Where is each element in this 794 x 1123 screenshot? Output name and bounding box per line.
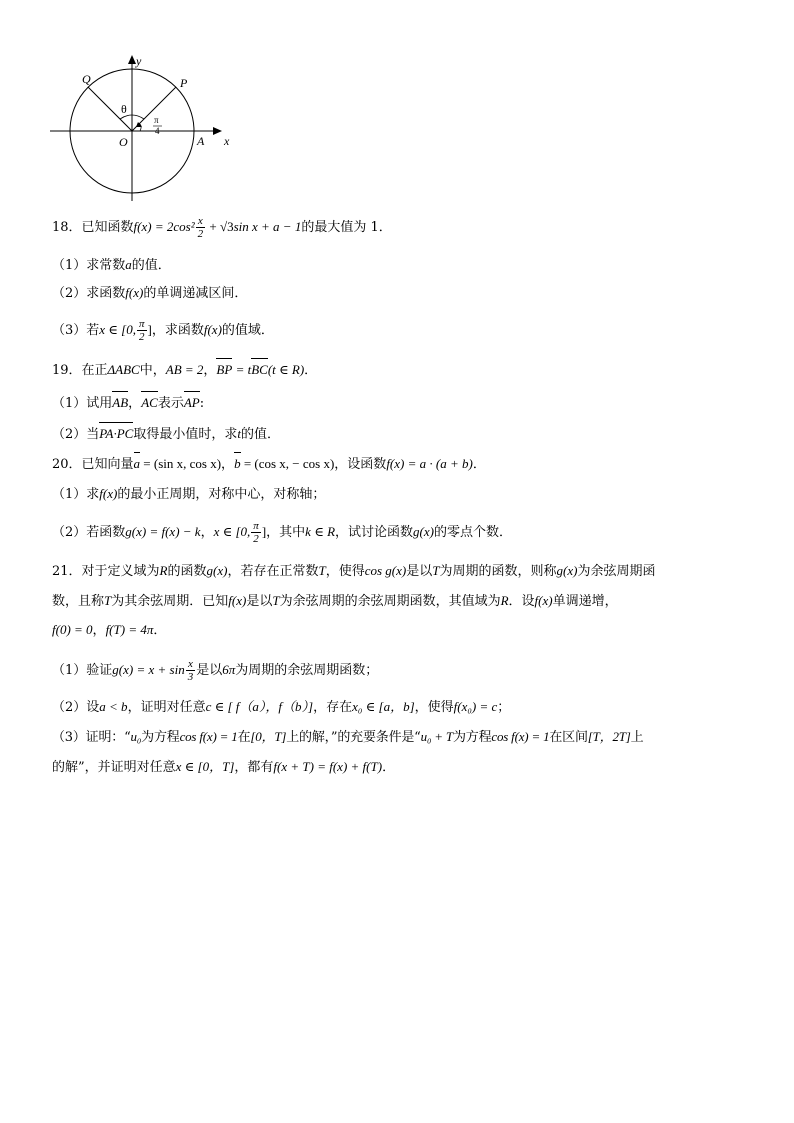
q21-p3-l2-x: x ∈ [0，T]	[175, 759, 235, 774]
q21-p1-frac	[186, 658, 196, 683]
q18-p2-f: f(x)	[125, 285, 144, 300]
q19-vec-bp: BP	[216, 360, 232, 380]
q21-p3-d: 为方程	[452, 730, 492, 745]
q21-l2-t: T	[104, 593, 112, 608]
q21-l2-e: ．设	[508, 594, 535, 609]
q18-func-mid: +	[206, 219, 220, 234]
q19-p2-text: （2）当	[52, 427, 100, 442]
q21-part3-line2	[52, 757, 764, 778]
q19-eq: = t	[232, 362, 252, 377]
q21-l1-a: 21．对于定义域为	[52, 564, 160, 579]
q21-p2-mid: ，证明对任意	[127, 700, 206, 715]
q19-part2	[52, 424, 764, 445]
q18-stem-prefix: 18．已知函数	[52, 220, 134, 235]
q21-part2	[52, 697, 764, 718]
q19-cond: (t ∈ R)	[267, 362, 305, 377]
q21-p3-text: （3）证明：“	[52, 730, 131, 745]
q21-p2-mid2: ，存在	[313, 700, 353, 715]
q21-p3-a: 为方程	[141, 730, 180, 745]
q21-l2-f2: f(x)	[534, 593, 553, 608]
q18-stem-suffix: 的最大值为 1．	[301, 220, 392, 235]
q19-p2-t: t	[237, 426, 241, 441]
label-pi: π	[154, 115, 159, 125]
label-o: O	[119, 135, 128, 149]
q21-p1-end: 为周期的余弦周期函数；	[235, 663, 379, 678]
q18-p3-end: 的值域．	[221, 323, 274, 338]
q18-p2-text: （2）求函数	[52, 286, 126, 301]
q20-end: ．	[472, 457, 486, 472]
q21-p2-x0: x₀ ∈ [a，b]	[352, 699, 415, 714]
q18-p3-num: π	[138, 318, 145, 330]
q20-p2-sep: ，	[200, 525, 214, 540]
label-q: Q	[82, 72, 91, 86]
q20-part2	[52, 520, 764, 545]
q20-p2-k: k ∈ R	[305, 524, 336, 539]
q19-p2-expr: PA·PC	[99, 424, 133, 444]
q21-l1-g: g(x)	[206, 563, 228, 578]
q19-stem-prefix: 19．在正	[52, 363, 108, 378]
q20-p2-mid: ，其中	[266, 525, 306, 540]
q20-p1-f: f(x)	[99, 486, 118, 501]
q19-ab: AB = 2	[165, 362, 204, 377]
q21-p3-c: 上的解，”的充要条件是“	[286, 730, 421, 745]
q21-l1-t: T	[318, 563, 326, 578]
q21-p1-g: g(x) = x + sin	[112, 662, 185, 677]
q21-p1-text: （1）验证	[52, 663, 113, 678]
x-axis-arrow	[213, 127, 222, 135]
q19-tri: ΔABC	[107, 362, 140, 377]
q21-line1	[52, 561, 764, 582]
q18-p3-frac	[137, 318, 147, 343]
q19-vec-bc: BC	[251, 360, 268, 380]
q21-p3-l2-end: ．	[382, 760, 396, 775]
q20-p2-den: 2	[253, 533, 259, 545]
q21-l2-a: 数，且称	[52, 594, 105, 609]
q20-stem	[52, 454, 764, 475]
q20-p2-mid2: ，试讨论函数	[335, 525, 414, 540]
q19-p2-mid: 取得最小值时，求	[133, 427, 238, 442]
q21-l1-r: R	[159, 563, 168, 578]
q20-vec-a: a	[134, 454, 141, 474]
q20-p2-g2: g(x)	[413, 524, 434, 539]
q20-stem-prefix: 20．已知向量	[52, 457, 134, 472]
q19-part1	[52, 393, 764, 414]
label-x: x	[224, 134, 230, 148]
q18-p1-text: （1）求常数	[52, 258, 126, 273]
q21-l2-c: 是以	[246, 594, 273, 609]
label-a: A	[197, 134, 205, 148]
q20-vec-b: b	[234, 454, 241, 474]
q20-p2-g: g(x) = f(x) − k	[125, 524, 201, 539]
q21-l2-f: f(x)	[228, 593, 247, 608]
label-four: 4	[155, 126, 160, 136]
q21-l2-d: 为余弦周期的余弦周期函数，其值域为	[279, 594, 501, 609]
q21-l1-e: 是以	[406, 564, 433, 579]
q21-p2-eq: f(x₀) = c	[453, 699, 498, 714]
q20-p1-end: 的最小正周期，对称中心，对称轴；	[117, 487, 326, 502]
unit-circle-diagram	[40, 45, 240, 205]
q21-line2	[52, 591, 764, 612]
q18-frac-num: x	[196, 215, 206, 228]
q19-p1-mid: 表示	[157, 396, 184, 411]
q19-p1-vec-ap: AP	[184, 393, 200, 413]
q21-p3-l2-a: 的解”，并证明对任意	[52, 760, 176, 775]
q21-p3-int: [0，T]	[250, 729, 287, 744]
q18-frac	[196, 215, 206, 240]
q19-p1-sep: ，	[128, 396, 142, 411]
q18-p3-text: （3）若	[52, 323, 100, 338]
q18-p3-f: f(x)	[203, 322, 222, 337]
q21-p3-u0t: u₀ + T	[420, 729, 453, 744]
q19-p1-vec-ac: AC	[141, 393, 158, 413]
q20-b-val: = (cos x, − cos x)	[240, 456, 335, 471]
q18-p3-den: 2	[138, 331, 145, 343]
q18-part2	[52, 283, 764, 304]
q21-l1-f: 为周期的函数，则称	[439, 564, 557, 579]
q18-stem	[52, 215, 764, 240]
q21-l3-d: ．	[153, 623, 167, 638]
q20-p2-cond: x ∈ [0,	[213, 524, 251, 539]
q21-p3-int2: [T，2T]	[587, 729, 631, 744]
q18-p2-end: 的单调递减区间．	[143, 286, 248, 301]
q21-p2-end: ；	[497, 700, 511, 715]
q18-frac-den: 2	[197, 228, 204, 240]
q19-p1-end: :	[199, 396, 205, 411]
q20-part1	[52, 484, 764, 505]
q21-l1-d: ，使得	[325, 564, 365, 579]
q21-l3-b: ，	[92, 623, 106, 638]
q21-p3-b: 在	[237, 730, 251, 745]
q18-p3-close: ]	[147, 322, 152, 337]
q19-p1-vec-ab: AB	[112, 393, 128, 413]
q21-l3-c: f(T) = 4π	[105, 622, 154, 637]
label-p: P	[180, 76, 188, 90]
q21-l1-cos: cos g(x)	[364, 563, 407, 578]
q21-l1-h: 为余弦周期函	[577, 564, 656, 579]
q21-l1-t2: T	[432, 563, 440, 578]
q21-p3-l2-eq: f(x + T) = f(x) + f(T)	[273, 759, 383, 774]
q20-p2-end: 的零点个数．	[433, 525, 512, 540]
q21-part3-line1	[52, 727, 764, 748]
q21-p2-text: （2）设	[52, 700, 100, 715]
y-axis-arrow	[128, 55, 136, 64]
q21-p3-f: 上	[630, 730, 644, 745]
q21-p2-mid3: ，使得	[414, 700, 454, 715]
q21-p3-e: 在区间	[549, 730, 588, 745]
q20-p2-close: ]	[261, 524, 267, 539]
q21-part1	[52, 658, 764, 683]
q18-part1	[52, 255, 764, 276]
q20-p2-num: π	[253, 520, 259, 532]
q19-p2-end: 的值．	[241, 427, 281, 442]
label-y: y	[136, 54, 142, 68]
q21-p1-num: x	[186, 658, 196, 671]
q21-l3-a: f(0) = 0	[52, 622, 93, 637]
q21-line3	[52, 620, 764, 641]
q21-l2-r: R	[500, 593, 509, 608]
q21-p1-6pi: 6π	[222, 662, 236, 677]
q21-p1-mid: 是以	[196, 663, 223, 678]
q21-p3-u0: u₀	[130, 729, 142, 744]
q21-p2-c: c ∈ [ f（a），f（b）]	[205, 699, 314, 714]
q19-stem	[52, 360, 764, 381]
q21-l1-g2: g(x)	[556, 563, 578, 578]
q19-sep: ，	[203, 363, 217, 378]
q20-mid: ，设函数	[334, 457, 387, 472]
q20-a-val: = (sin x, cos x)	[140, 456, 222, 471]
pi4-arc-arrow	[136, 122, 142, 127]
q20-p1-text: （1）求	[52, 487, 100, 502]
q21-l1-c: ，若存在正常数	[227, 564, 319, 579]
q21-p1-den: 3	[187, 671, 194, 683]
q20-p2-frac	[251, 520, 261, 545]
unit-circle-figure	[40, 45, 240, 205]
q21-p3-eq2: cos f(x) = 1	[491, 729, 550, 744]
q21-l1-b: 的函数	[167, 564, 207, 579]
q21-l2-b: 为其余弦周期．已知	[111, 594, 229, 609]
q18-p3-mid: ，求函数	[151, 323, 204, 338]
q19-stem-mid: 中，	[139, 363, 166, 378]
q20-fdef: f(x) = a · (a + b)	[386, 456, 473, 471]
q20-sep: ，	[221, 457, 235, 472]
q18-sqrt3: √3	[219, 219, 234, 234]
label-theta: θ	[121, 102, 127, 116]
q20-p2-text: （2）若函数	[52, 525, 126, 540]
q21-p3-l2-b: ，都有	[234, 760, 274, 775]
q18-func-rest: sin x + a − 1	[233, 219, 302, 234]
q18-func-lhs: f(x) = 2cos²	[133, 219, 195, 234]
q18-p1-var: a	[125, 257, 132, 272]
q21-l2-g: 单调递增，	[552, 594, 618, 609]
q21-p2-ab: a < b	[99, 699, 128, 714]
q18-part3	[52, 318, 764, 343]
q19-p1-text: （1）试用	[52, 396, 113, 411]
q18-p1-end: 的值．	[131, 258, 171, 273]
q21-p3-eq: cos f(x) = 1	[179, 729, 238, 744]
q19-end: ．	[304, 363, 318, 378]
q21-l2-t2: T	[272, 593, 280, 608]
q18-p3-cond: x ∈ [0,	[99, 322, 136, 337]
